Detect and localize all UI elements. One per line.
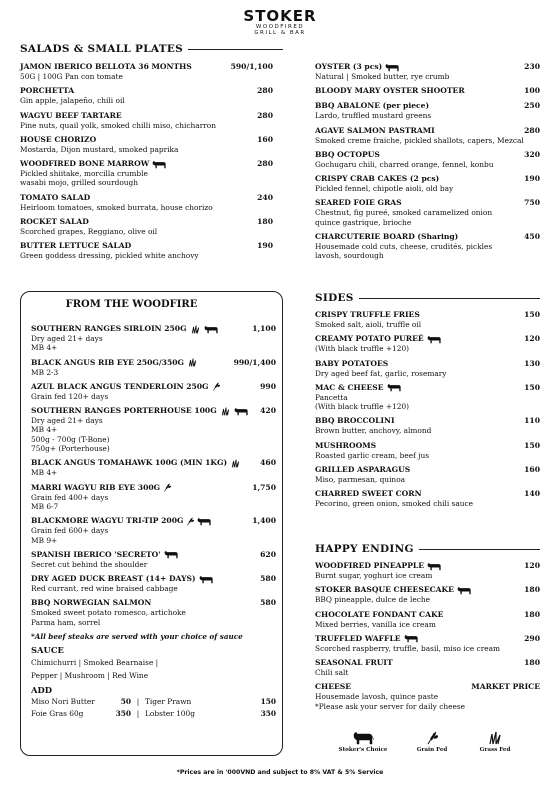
add-name: Tiger Prawn: [145, 697, 192, 707]
item-price: 240: [257, 192, 273, 202]
item-desc: Pancetta: [315, 392, 348, 402]
item-price: 1,100: [252, 324, 276, 333]
item-desc: Pine nuts, quail yolk, smoked chilli miso, chicharron: [20, 120, 216, 130]
item-price: 150: [524, 440, 540, 450]
item-price: 160: [524, 465, 540, 475]
wheat-icon: [426, 731, 438, 745]
item-name: BBQ BROCCOLINI: [315, 416, 395, 426]
menu-item: [31, 458, 276, 477]
cow-icon: [427, 562, 442, 571]
add-name: Miso Nori Butter: [31, 697, 95, 707]
item-name: CHARCUTERIE BOARD (Sharing): [315, 232, 459, 242]
cow-icon: [234, 407, 249, 416]
sauce-line: Chimichurri | Smoked Bearnaise |: [31, 658, 159, 668]
menu-item: [20, 193, 273, 212]
item-name: SEARED FOIE GRAS: [315, 198, 402, 208]
wheat-icon: [212, 382, 220, 391]
item-name: BLACKMORE WAGYU TRI-TIP 200G: [31, 516, 184, 526]
item-price: 750: [524, 198, 540, 208]
item-name: BABY POTATOES: [315, 358, 389, 368]
item-desc: wasabi mojo, grilled sourdough: [20, 178, 139, 188]
item-price: 110: [524, 416, 540, 426]
wheat-icon: [163, 483, 171, 492]
menu-item: [31, 574, 276, 593]
menu-item: [315, 150, 540, 169]
item-name: BLACK ANGUS TOMAHAWK 100G (MIN 1KG): [31, 458, 228, 468]
cow-icon: [204, 325, 219, 334]
item-price: 280: [524, 125, 540, 135]
item-desc: Smoked salt, aioli, truffle oil: [315, 320, 422, 329]
menu-item: [20, 86, 273, 105]
item-name: TRUFFLED WAFFLE: [315, 633, 401, 643]
item-desc: Scorched raspberry, truffle, basil, miso ice cream: [315, 643, 501, 653]
item-name: MAC & CHEESE: [315, 382, 384, 392]
legend-label: Stoker's Choice: [338, 747, 388, 753]
item-price: 230: [524, 62, 540, 71]
item-name: CRISPY CRAB CAKES (2 pcs): [315, 174, 440, 184]
menu-item: [315, 334, 540, 353]
item-desc: 500g - 700g (T-Bone): [31, 434, 110, 444]
item-name: WAGYU BEEF TARTARE: [20, 110, 122, 120]
item-name: OYSTER (3 pcs): [315, 62, 383, 71]
menu-item: [31, 516, 276, 545]
menu-item: [315, 561, 540, 580]
woodfire-list: [31, 324, 276, 720]
item-price: 590/1,100: [230, 62, 273, 71]
menu-item: [20, 111, 273, 130]
item-price: 140: [524, 489, 540, 499]
item-name: STOKER BASQUE CHEESECAKE: [315, 585, 454, 595]
legend-label: Grass Fed: [479, 747, 511, 753]
item-desc: Natural | Smoked butter, rye crumb: [315, 72, 450, 81]
menu-item: [31, 406, 276, 453]
menu-item: [315, 585, 540, 604]
menu-item: [315, 86, 540, 96]
menu-item: [315, 359, 540, 378]
item-desc: Secret cut behind the shoulder: [31, 559, 148, 569]
item-desc: 750g+ (Porterhouse): [31, 444, 110, 454]
item-price: 190: [257, 241, 273, 251]
menu-item: [315, 465, 540, 484]
item-price: 280: [257, 110, 273, 120]
grass-icon: [230, 459, 241, 468]
grass-icon: [488, 731, 502, 745]
item-desc: Dry aged 21+ days: [31, 416, 103, 426]
item-desc: (With black truffle +120): [315, 344, 410, 354]
divider: [419, 549, 540, 550]
item-desc: MB 6-7: [31, 501, 59, 511]
sides-title: SIDES: [315, 292, 354, 304]
menu-item: [31, 382, 276, 401]
item-price: 100: [524, 86, 540, 96]
grass-icon: [187, 358, 198, 367]
item-price: 580: [260, 598, 276, 608]
item-desc: Lardo, truffled mustard greens: [315, 111, 432, 121]
add-title: ADD: [31, 685, 53, 696]
menu-item: [315, 416, 540, 435]
item-name: MUSHROOMS: [315, 440, 377, 450]
item-name: SPANISH IBERICO 'SECRETO': [31, 549, 161, 559]
grass-icon: [220, 407, 231, 416]
cow-icon: [352, 731, 374, 745]
item-price: 150: [524, 310, 540, 319]
item-name: MARRI WAGYU RIB EYE 300G: [31, 482, 161, 492]
item-desc: Dry aged 21+ days: [31, 334, 103, 343]
item-desc: Mixed berries, vanilla ice cream: [315, 619, 436, 629]
item-price: 120: [524, 334, 540, 344]
item-desc: Miso, parmesan, quinoa: [315, 475, 406, 485]
item-name: AZUL BLACK ANGUS TENDERLOIN 250G: [31, 381, 209, 391]
item-name: HOUSE CHORIZO: [20, 134, 97, 144]
item-price: 150: [524, 382, 540, 392]
cow-icon: [457, 586, 472, 595]
item-desc: Dry aged beef fat, garlic, rosemary: [315, 368, 447, 378]
item-desc: MB 4+: [31, 468, 58, 478]
cow-icon: [197, 517, 212, 526]
menu-item: [315, 441, 540, 460]
menu-item: [315, 126, 540, 145]
menu-item: [31, 358, 276, 377]
item-name: BBQ ABALONE (per piece): [315, 101, 430, 111]
cow-icon: [199, 575, 214, 584]
item-name: BBQ NORWEGIAN SALMON: [31, 598, 152, 608]
legend-grass: [475, 731, 515, 753]
sauce-note: *All beef steaks are served with your choice of sauce: [31, 632, 243, 642]
item-price: 1,750: [252, 482, 276, 492]
item-name: BBQ OCTOPUS: [315, 149, 380, 159]
item-desc: quince gastrique, brioche: [315, 217, 412, 227]
item-price: 180: [257, 217, 273, 227]
cow-icon: [152, 160, 167, 169]
menu-item: [20, 241, 273, 260]
item-desc: 50G | 100G Pan con tomate: [20, 72, 123, 81]
menu-item: [315, 232, 540, 261]
salads-title: SALADS & SMALL PLATES: [20, 43, 184, 55]
menu-item: [315, 610, 540, 629]
menu-item: [315, 658, 540, 677]
item-price: 120: [524, 561, 540, 570]
dessert-list: [315, 561, 540, 716]
menu-item: [20, 62, 273, 81]
add-price: 350: [115, 709, 131, 719]
item-name: PORCHETTA: [20, 86, 75, 96]
menu-item: [20, 159, 273, 188]
menu-item: [315, 198, 540, 227]
item-price: 250: [524, 101, 540, 111]
item-name: BUTTER LETTUCE SALAD: [20, 241, 132, 251]
item-price: 460: [260, 458, 276, 468]
item-desc: Mostarda, Dijon mustard, smoked paprika: [20, 144, 179, 154]
item-desc: MB 4+: [31, 425, 58, 435]
small-plates-list: [315, 62, 540, 266]
item-desc: Red currant, red wine braised cabbage: [31, 584, 178, 594]
item-price: 620: [260, 549, 276, 559]
item-price: 280: [257, 159, 273, 169]
item-name: WOODFIRED BONE MARROW: [20, 159, 150, 169]
menu-item: [315, 174, 540, 193]
item-desc: *Please ask your server for daily cheese: [315, 701, 466, 711]
legend-grain: [412, 731, 452, 753]
item-name: JAMON IBERICO BELLOTA 36 MONTHS: [20, 62, 192, 71]
item-name: TOMATO SALAD: [20, 192, 91, 202]
item-desc: Smoked sweet potato romesco, artichoke: [31, 608, 186, 618]
menu-item: [31, 324, 276, 353]
add-price: 50: [120, 697, 131, 707]
add-name: Foie Gras 60g: [31, 709, 84, 719]
divider: [359, 298, 540, 299]
divider: [188, 49, 283, 50]
item-price: 180: [524, 609, 540, 619]
item-name: CREAMY POTATO PUREÉ: [315, 334, 424, 344]
item-desc: (With black truffle +120): [315, 402, 410, 412]
item-desc: Pickled fennel, chipotle aioli, old bay: [315, 184, 454, 194]
brand-sub-2: GRILL & BAR: [254, 30, 306, 36]
item-price: MARKET PRICE: [471, 682, 540, 692]
brand-logo: [0, 8, 560, 36]
woodfire-title: FROM THE WOODFIRE: [65, 299, 198, 310]
item-price: 290: [524, 633, 540, 643]
item-desc: Pecorino, green onion, smoked chili sauce: [315, 499, 474, 509]
item-desc: Smoked creme fraiche, pickled shallots, capers, Mezcal: [315, 135, 524, 145]
menu-item: [315, 310, 540, 329]
item-price: 990: [260, 381, 276, 391]
dessert-title: HAPPY ENDING: [315, 543, 414, 555]
item-name: BLACK ANGUS RIB EYE 250G/350G: [31, 357, 185, 367]
cow-icon: [164, 550, 179, 559]
item-name: GRILLED ASPARAGUS: [315, 465, 411, 475]
menu-item: [315, 101, 540, 120]
cow-icon: [385, 63, 400, 72]
item-price: 280: [257, 86, 273, 96]
item-price: 1,400: [252, 516, 276, 526]
menu-item: [20, 217, 273, 236]
item-desc: Housemade lavosh, quince paste: [315, 692, 439, 702]
item-desc: Brown butter, anchovy, almond: [315, 426, 432, 436]
cow-icon: [387, 383, 402, 392]
item-desc: Green goddess dressing, pickled white anchovy: [20, 251, 199, 261]
item-desc: Heirloom tomatoes, smoked burrata, house chorizo: [20, 202, 213, 212]
menu-item: [20, 135, 273, 154]
item-price: 420: [260, 406, 276, 416]
item-desc: Roasted garlic cream, beef jus: [315, 450, 430, 460]
item-price: 160: [257, 134, 273, 144]
item-name: SOUTHERN RANGES PORTERHOUSE 100G: [31, 406, 217, 416]
item-price: 990/1,400: [233, 357, 276, 367]
menu-item: [315, 62, 540, 81]
item-price: 180: [524, 585, 540, 595]
item-desc: lavosh, sourdough: [315, 251, 384, 261]
legend-stoker: [338, 731, 388, 753]
item-desc: MB 9+: [31, 535, 58, 545]
sides-list: [315, 310, 540, 514]
item-name: SEASONAL FRUIT: [315, 658, 393, 668]
sauce-title: SAUCE: [31, 645, 64, 656]
item-name: AGAVE SALMON PASTRAMI: [315, 125, 435, 135]
item-name: SOUTHERN RANGES SIRLOIN 250G: [31, 324, 187, 333]
item-desc: MB 2-3: [31, 367, 59, 377]
add-name: Lobster 100g: [145, 709, 195, 719]
add-row: Miso Nori Butter 50 | Tiger Prawn 150: [31, 697, 276, 707]
brand-sub-1: WOODFIRED: [255, 24, 305, 30]
add-price: 150: [260, 697, 276, 707]
menu-item: [315, 489, 540, 508]
menu-item: [315, 634, 540, 653]
add-price: 350: [260, 709, 276, 719]
footer-note: *Prices are in '000VND and subject to 8% VAT & 5% Service: [176, 769, 384, 776]
salads-list: [20, 62, 273, 266]
salads-header: [20, 43, 283, 55]
menu-item: [315, 383, 540, 412]
item-desc: Scorched grapes, Reggiano, olive oil: [20, 227, 158, 237]
item-name: ROCKET SALAD: [20, 217, 89, 227]
item-desc: Grain fed 600+ days: [31, 526, 109, 536]
item-desc: Grain fed 400+ days: [31, 492, 109, 502]
item-desc: Chestnut, fig pureé, smoked caramelized onion: [315, 208, 493, 218]
item-name: CHOCOLATE FONDANT CAKE: [315, 609, 444, 619]
item-desc: Pickled shiitake, morcilla crumble: [20, 169, 148, 179]
item-name: DRY AGED DUCK BREAST (14+ DAYS): [31, 574, 196, 584]
item-name: BLOODY MARY OYSTER SHOOTER: [315, 86, 465, 96]
sides-header: [315, 292, 540, 304]
sauce-line: Pepper | Mushroom | Red Wine: [31, 671, 149, 681]
item-name: CHEESE: [315, 682, 352, 692]
menu-item: [31, 483, 276, 512]
item-price: 130: [524, 358, 540, 368]
dessert-header: [315, 543, 540, 555]
item-name: CHARRED SWEET CORN: [315, 489, 422, 499]
item-desc: MB 4+: [31, 343, 58, 353]
item-desc: Chili salt: [315, 668, 349, 678]
item-desc: Gin apple, jalapeño, chili oil: [20, 96, 125, 106]
item-desc: Housemade cold cuts, cheese, crudités, pickles: [315, 242, 493, 252]
item-name: CRISPY TRUFFLE FRIES: [315, 310, 420, 319]
add-row: Foie Gras 60g 350 | Lobster 100g 350: [31, 709, 276, 719]
cow-icon: [427, 335, 442, 344]
item-price: 320: [524, 149, 540, 159]
menu-item: [315, 682, 540, 711]
menu-item: [31, 550, 276, 569]
legend-label: Grain Fed: [416, 747, 448, 753]
item-name: WOODFIRED PINEAPPLE: [315, 561, 425, 570]
item-desc: BBQ pineapple, dulce de leche: [315, 595, 430, 605]
item-price: 580: [260, 574, 276, 584]
item-price: 190: [524, 174, 540, 184]
brand-name: STOKER: [243, 7, 317, 25]
item-desc: Gochugaru chili, charred orange, fennel, konbu: [315, 159, 494, 169]
item-desc: Burnt sugar, yoghurt ice cream: [315, 571, 433, 580]
menu-item: [31, 598, 276, 627]
item-desc: Grain fed 120+ days: [31, 391, 109, 401]
item-price: 450: [524, 232, 540, 242]
wheat-icon: [186, 517, 194, 526]
item-price: 180: [524, 658, 540, 668]
item-desc: Parma ham, sorrel: [31, 617, 101, 627]
cow-icon: [404, 634, 419, 643]
grass-icon: [190, 325, 201, 334]
